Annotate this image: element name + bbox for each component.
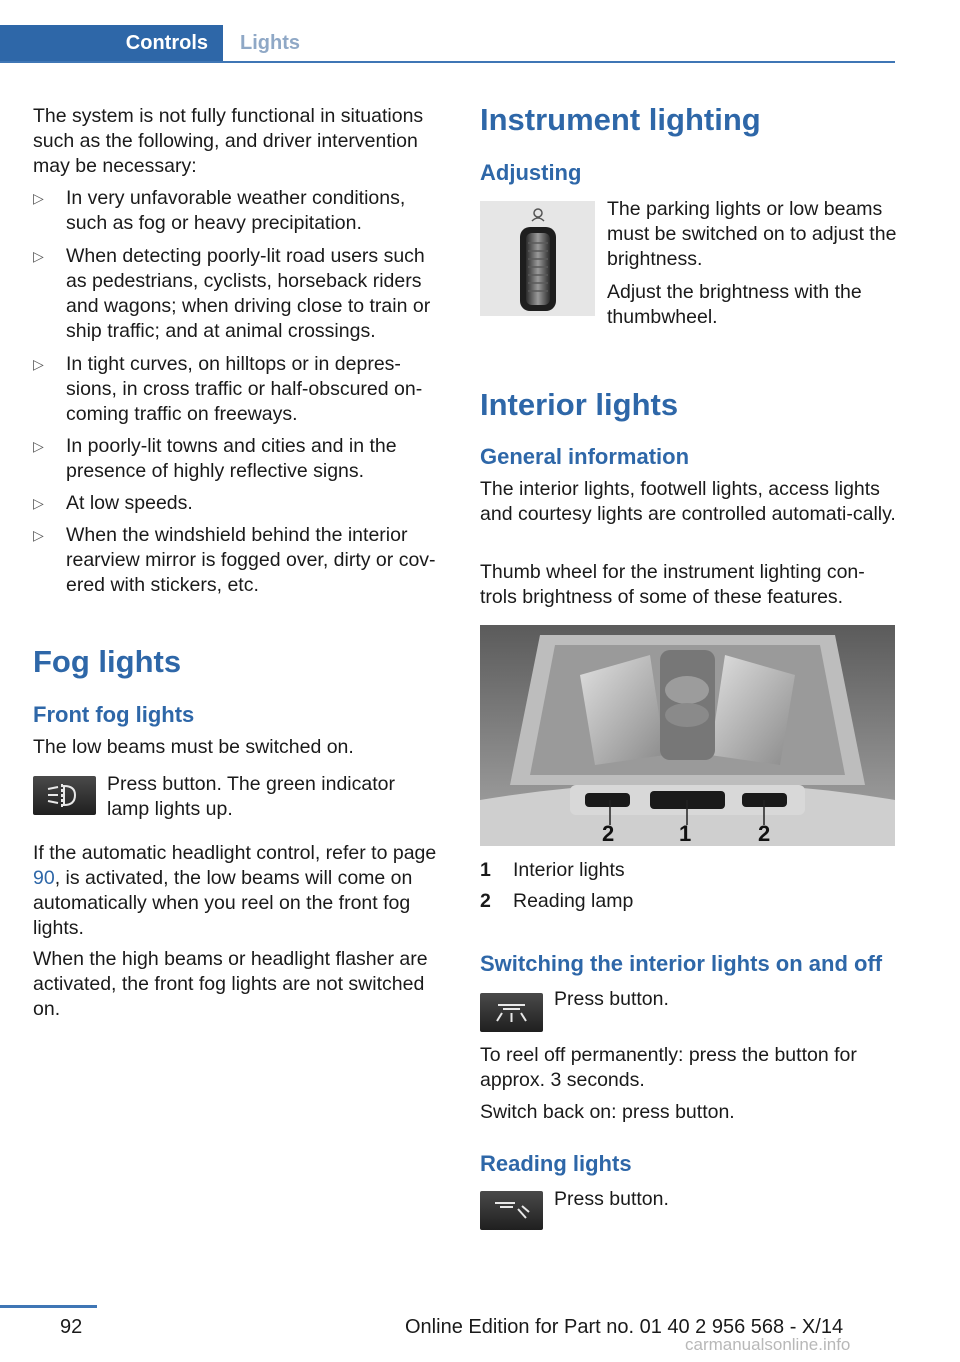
bullet-triangle-icon: ▷ — [33, 438, 44, 454]
bullet-triangle-icon: ▷ — [33, 495, 44, 511]
legend-label: Reading lamp — [513, 890, 634, 912]
instrument-lighting-heading: Instrument lighting — [480, 102, 761, 137]
bullet-text: In tight curves, on hilltops or in depres-sions, in cross traffic or half-obscured on-coming traffic on freeways. — [66, 353, 423, 425]
reel-off-text: To reel off permanently: press the button for approx. 3 seconds. — [480, 1044, 857, 1091]
auto-headlight-paragraph — [33, 841, 448, 941]
press-button-text: Press button. The green indicator lamp lights up. — [107, 773, 395, 820]
auto-text-end: , is activated, the low beams will come on automatically when you reel on the front fog lights. — [33, 867, 413, 939]
interior-lights-heading: Interior lights — [480, 387, 679, 422]
switch-back-text: Switch back on: press button. — [480, 1101, 735, 1123]
general-info-heading: General information — [480, 444, 690, 469]
chapter-tabs — [0, 25, 895, 63]
legend-label: Interior lights — [513, 859, 625, 881]
bullet-triangle-icon: ▷ — [33, 248, 44, 264]
page-link[interactable]: 90 — [33, 867, 55, 889]
bullet-text: In very unfavorable weather conditions, such as fog or heavy precipitation. — [66, 187, 406, 234]
footer-rule — [0, 1305, 97, 1308]
page-number: 92 — [60, 1316, 83, 1338]
adjusting-heading: Adjusting — [480, 160, 582, 185]
bullet-triangle-icon: ▷ — [33, 190, 44, 206]
edition-text: Online Edition for Part no. 01 40 2 956 568 - X/14 — [405, 1316, 844, 1338]
front-fog-heading: Front fog lights — [33, 702, 195, 727]
tab-lights[interactable]: Lights — [240, 32, 300, 54]
general-text-1: The interior lights, footwell lights, access lights and courtesy lights are controlled automati-cally. — [480, 478, 896, 525]
adjust-text-2: Adjust the brightness with the thumbwheel. — [607, 281, 862, 328]
tab-controls[interactable]: Controls — [0, 25, 223, 61]
figure-callout: 2 — [758, 821, 771, 846]
thumbwheel-image — [480, 201, 595, 316]
legend-number: 1 — [480, 859, 491, 881]
high-beam-paragraph: When the high beams or headlight flasher are activated, the front fog lights are not switched on. — [33, 948, 428, 1020]
bullet-triangle-icon: ▷ — [33, 527, 44, 543]
switching-heading: Switching the interior lights on and off — [480, 951, 883, 976]
intro-paragraph: The system is not fully functional in situations such as the following, and driver intervention may be necessary: — [33, 105, 424, 177]
auto-text-start: If the automatic headlight control, refer to page — [33, 842, 437, 864]
watermark: carmanualsonline.info — [685, 1335, 851, 1354]
bullet-text: In poorly-lit towns and cities and in the presence of highly reflective signs. — [66, 435, 397, 482]
adjust-text-1: The parking lights or low beams must be switched on to adjust the brightness. — [607, 198, 897, 270]
figure-callout: 2 — [602, 821, 615, 846]
bullet-text: When the windshield behind the interior rearview mirror is fogged over, dirty or cov-ered with stickers, etc. — [66, 524, 436, 596]
fog-lights-heading: Fog lights — [33, 644, 182, 679]
reading-press-text: Press button. — [554, 1188, 669, 1210]
front-fog-text: The low beams must be switched on. — [33, 736, 354, 758]
switching-press-text: Press button. — [554, 988, 669, 1010]
general-text-2: Thumb wheel for the instrument lighting con-trols brightness of some of these features. — [480, 561, 865, 608]
reading-lights-heading: Reading lights — [480, 1151, 632, 1176]
bullet-text: At low speeds. — [66, 492, 193, 514]
fog-light-button-icon — [33, 776, 96, 815]
legend-number: 2 — [480, 890, 491, 912]
interior-light-button-icon — [480, 993, 543, 1032]
reading-light-button-icon — [480, 1191, 543, 1230]
bullet-text: When detecting poorly-lit road users such as pedestrians, cyclists, horseback riders and wagons; when driving close to train or ship traffic; and at animal crossings. — [66, 245, 431, 342]
figure-callout: 1 — [679, 821, 692, 846]
overhead-console-image — [480, 625, 895, 846]
bullet-triangle-icon: ▷ — [33, 356, 44, 372]
